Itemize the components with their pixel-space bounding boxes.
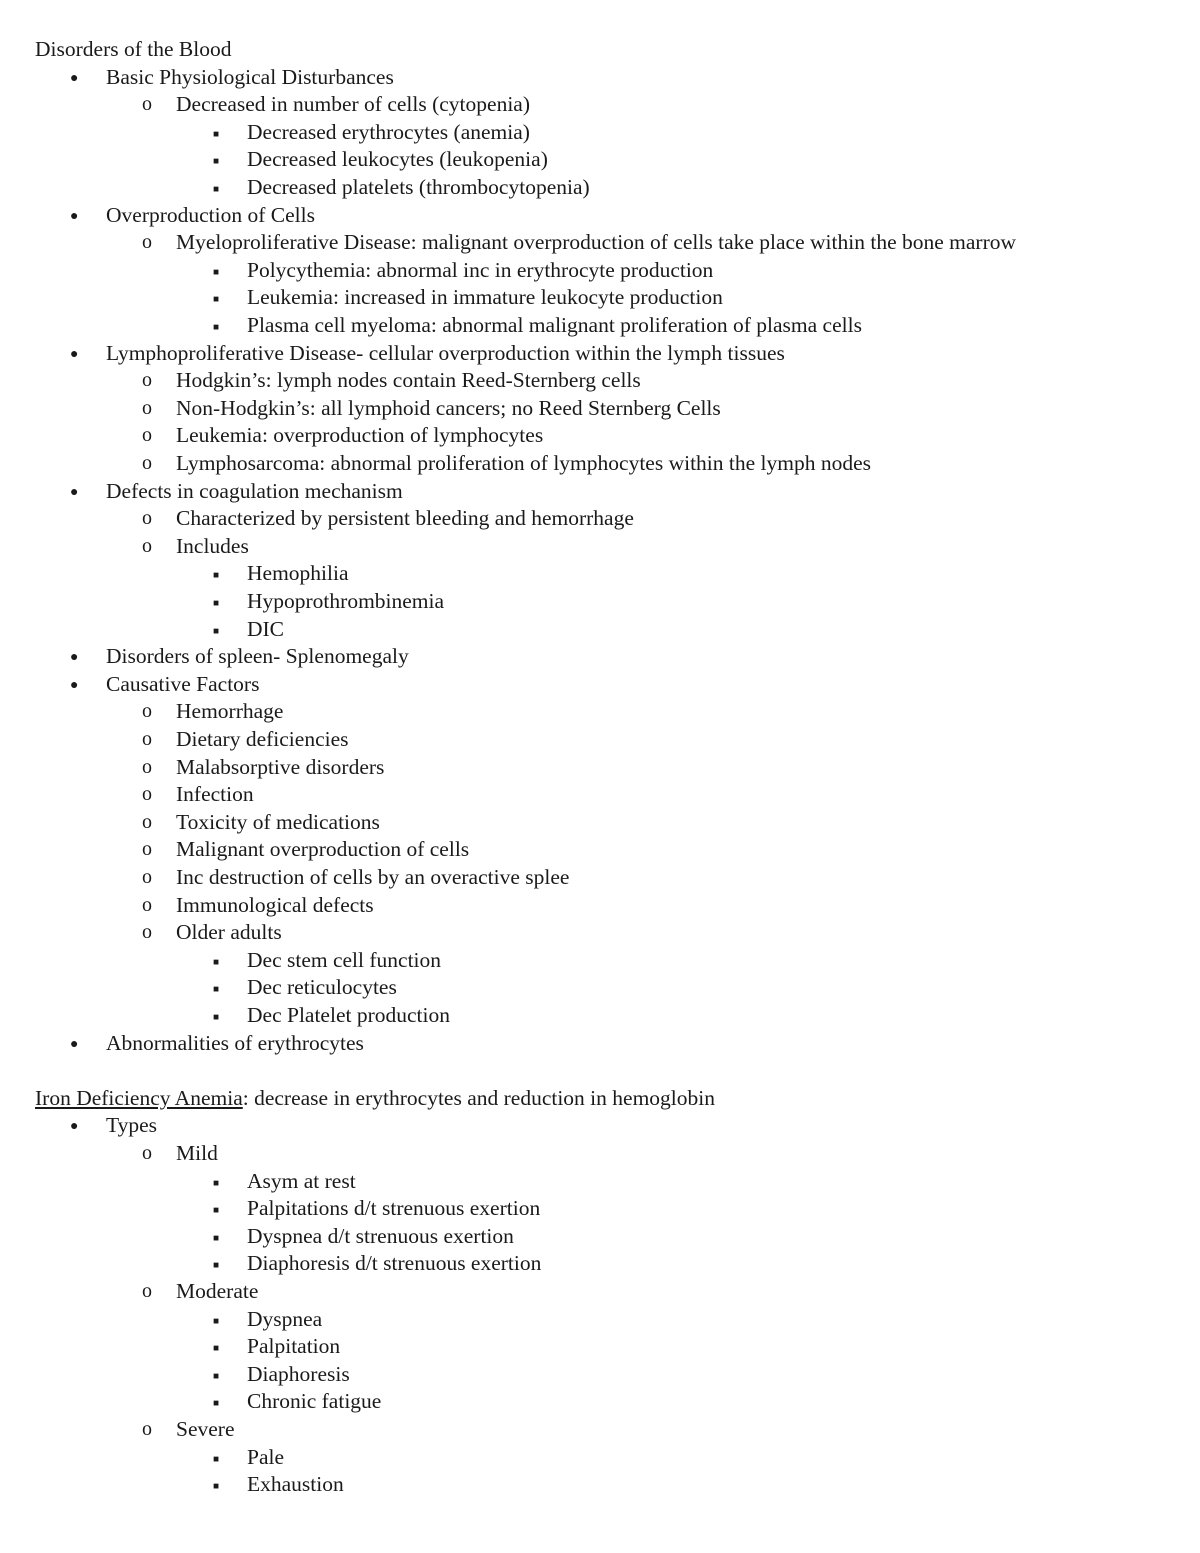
list-item-text: Older adults: [176, 920, 282, 945]
bullet-square-icon: ■: [213, 1370, 220, 1382]
list-item-text: Immunological defects: [176, 892, 374, 917]
list-item-text: Malignant overproduction of cells: [176, 837, 470, 862]
bullet-square-icon: ■: [213, 294, 220, 306]
list-item-text: Chronic fatigue: [247, 1389, 382, 1414]
bullet-disc-icon: ●: [70, 1036, 79, 1052]
list-item-level-3: [0, 1306, 1200, 1332]
bullet-circle-icon: o: [142, 1142, 152, 1164]
bullet-circle-icon: o: [142, 1280, 152, 1302]
list-item-text: Palpitations d/t strenuous exertion: [247, 1196, 541, 1221]
heading-definition: : decrease in erythrocytes and reduction in hemoglobin: [242, 1085, 715, 1110]
list-item-text: Palpitation: [247, 1334, 341, 1359]
list-item-text: Basic Physiological Disturbances: [106, 64, 394, 89]
bullet-square-icon: ■: [213, 184, 220, 195]
list-item-text: Overproduction of Cells: [106, 202, 315, 227]
bullet-square-icon: ■: [213, 156, 220, 168]
list-item-text: Hypoprothrombinemia: [247, 589, 445, 613]
bullet-circle-icon: o: [142, 396, 152, 419]
list-item-level-3: [0, 1444, 1200, 1470]
list-item-level-1: [0, 1112, 1200, 1138]
list-item-text: Plasma cell myeloma: abnormal malignant proliferation of plasma cells: [247, 313, 862, 337]
list-item-level-3: [0, 1168, 1200, 1194]
list-item-level-2: [0, 1416, 1200, 1442]
list-item-text: Causative Factors: [106, 671, 260, 696]
list-item-level-3: [0, 947, 1200, 973]
list-item-text: Types: [106, 1113, 158, 1138]
list-item-text: Leukemia: overproduction of lymphocytes: [176, 423, 544, 448]
bullet-square-icon: ■: [213, 1012, 220, 1023]
list-item-text: Severe: [176, 1417, 235, 1441]
bullet-circle-icon: o: [142, 452, 152, 474]
list-item-text: DIC: [247, 616, 285, 641]
list-item-text: Dec stem cell function: [247, 947, 442, 972]
list-item-text: Decreased platelets (thrombocytopenia): [247, 175, 590, 199]
bullet-disc-icon: ●: [70, 346, 79, 362]
list-item-level-3: [0, 257, 1200, 283]
list-item-level-2: [0, 919, 1200, 945]
bullet-circle-icon: o: [142, 369, 152, 392]
list-item-text: Includes: [176, 533, 249, 558]
list-item-level-3: [0, 616, 1200, 642]
list-item-text: Mild: [176, 1141, 218, 1165]
bullet-disc-icon: ●: [70, 70, 79, 86]
list-item-level-2: [0, 505, 1200, 531]
bullet-square-icon: ■: [213, 984, 220, 996]
list-item-level-3: [0, 174, 1200, 200]
list-item-text: Characterized by persistent bleeding and hemorrhage: [176, 506, 634, 531]
list-item-level-1: [0, 478, 1200, 504]
list-item-text: Dec reticulocytes: [247, 975, 397, 1000]
list-item-level-2: [0, 229, 1200, 255]
list-item-text: Dec Platelet production: [247, 1003, 450, 1027]
list-item-level-3: [0, 146, 1200, 172]
section-heading: [35, 36, 231, 62]
list-item-level-1: [0, 340, 1200, 366]
list-item-text: Lymphosarcoma: abnormal proliferation of lymphocytes within the lymph nodes: [176, 451, 872, 475]
list-item-text: Malabsorptive disorders: [176, 754, 385, 779]
list-item-text: Inc destruction of cells by an overactive splee: [176, 865, 570, 889]
list-item-level-3: [0, 1195, 1200, 1221]
list-item-text: Dyspnea: [247, 1306, 323, 1331]
bullet-circle-icon: o: [142, 700, 152, 723]
list-item-level-3: [0, 119, 1200, 145]
section-heading: [35, 1085, 715, 1111]
list-item-text: Diaphoresis d/t strenuous exertion: [247, 1251, 542, 1276]
list-item-level-2: [0, 864, 1200, 890]
bullet-square-icon: ■: [213, 598, 220, 609]
list-item-level-1: [0, 64, 1200, 90]
bullet-square-icon: ■: [213, 625, 220, 637]
list-item-level-2: [0, 726, 1200, 752]
list-item-text: Diaphoresis: [247, 1361, 350, 1386]
bullet-circle-icon: o: [142, 838, 152, 861]
list-item-level-1: [0, 671, 1200, 697]
bullet-disc-icon: ●: [70, 677, 79, 693]
list-item-level-2: [0, 809, 1200, 835]
list-item-text: Polycythemia: abnormal inc in erythrocyte production: [247, 257, 714, 282]
bullet-square-icon: ■: [213, 1177, 220, 1189]
bullet-square-icon: ■: [213, 1260, 220, 1272]
list-item-level-3: [0, 1388, 1200, 1414]
bullet-square-icon: ■: [213, 1232, 220, 1244]
list-item-level-3: [0, 1361, 1200, 1387]
list-item-text: Decreased in number of cells (cytopenia): [176, 92, 530, 117]
list-item-text: Lymphoproliferative Disease- cellular overproduction within the lymph tissues: [106, 340, 785, 365]
bullet-disc-icon: ●: [70, 650, 79, 666]
bullet-square-icon: ■: [213, 956, 220, 968]
bullet-circle-icon: o: [142, 893, 152, 916]
bullet-square-icon: ■: [213, 1205, 220, 1217]
bullet-circle-icon: o: [142, 1418, 152, 1440]
list-item-level-2: [0, 781, 1200, 807]
list-item-level-3: [0, 560, 1200, 586]
bullet-circle-icon: o: [142, 231, 152, 254]
list-item-text: Pale: [247, 1444, 285, 1469]
list-item-level-3: [0, 1250, 1200, 1276]
bullet-circle-icon: o: [142, 783, 152, 806]
bullet-circle-icon: o: [142, 810, 152, 833]
list-item-level-1: [0, 1030, 1200, 1056]
list-item-text: Moderate: [176, 1279, 259, 1303]
bullet-disc-icon: ●: [70, 1119, 79, 1135]
bullet-square-icon: ■: [213, 570, 220, 582]
bullet-square-icon: ■: [213, 1481, 220, 1493]
bullet-circle-icon: o: [142, 424, 152, 447]
list-item-level-1: [0, 202, 1200, 228]
list-item-text: Hemorrhage: [176, 699, 284, 724]
list-item-text: Abnormalities of erythrocytes: [106, 1030, 364, 1055]
bullet-circle-icon: o: [142, 921, 152, 944]
list-item-text: Infection: [176, 782, 254, 807]
list-item-text: Toxicity of medications: [176, 809, 380, 834]
list-item-text: Disorders of spleen- Splenomegaly: [106, 644, 409, 669]
bullet-square-icon: ■: [213, 1398, 220, 1410]
bullet-circle-icon: o: [142, 728, 152, 750]
bullet-circle-icon: o: [142, 534, 152, 557]
list-item-level-2: [0, 1278, 1200, 1304]
list-item-level-2: [0, 395, 1200, 421]
list-item-text: Defects in coagulation mechanism: [106, 478, 403, 503]
list-item-text: Non-Hodgkin’s: all lymphoid cancers; no Reed Sternberg Cells: [176, 395, 721, 420]
list-item-text: Hemophilia: [247, 561, 349, 586]
list-item-text: Dietary deficiencies: [176, 727, 349, 751]
list-item-level-2: [0, 91, 1200, 117]
list-item-level-2: [0, 892, 1200, 918]
list-item-level-3: [0, 1223, 1200, 1249]
list-item-level-2: [0, 836, 1200, 862]
list-item-level-3: [0, 1002, 1200, 1028]
list-item-level-2: [0, 422, 1200, 448]
list-item-text: Exhaustion: [247, 1472, 344, 1497]
bullet-disc-icon: ●: [70, 484, 79, 500]
bullet-square-icon: ■: [213, 128, 220, 140]
list-item-level-2: [0, 698, 1200, 724]
bullet-circle-icon: o: [142, 93, 152, 116]
list-item-level-3: [0, 974, 1200, 1000]
bullet-square-icon: ■: [213, 266, 220, 278]
list-item-text: Myeloproliferative Disease: malignant overproduction of cells take place within the bone marrow: [176, 230, 1017, 255]
bullet-square-icon: ■: [213, 1453, 220, 1465]
bullet-circle-icon: o: [142, 755, 152, 778]
list-item-level-3: [0, 588, 1200, 614]
bullet-circle-icon: o: [142, 507, 152, 530]
list-item-level-2: [0, 754, 1200, 780]
bullet-square-icon: ■: [213, 322, 220, 333]
list-item-level-2: [0, 1140, 1200, 1166]
bullet-square-icon: ■: [213, 1343, 220, 1355]
list-item-text: Dyspnea d/t strenuous exertion: [247, 1223, 514, 1248]
list-item-level-2: [0, 533, 1200, 559]
list-item-text: Leukemia: increased in immature leukocyte production: [247, 285, 723, 310]
list-item-text: Decreased leukocytes (leukopenia): [247, 147, 548, 172]
list-item-level-2: [0, 450, 1200, 476]
bullet-disc-icon: ●: [70, 208, 79, 224]
list-item-level-3: [0, 312, 1200, 338]
heading-text: Disorders of the Blood: [35, 37, 232, 61]
bullet-square-icon: ■: [213, 1315, 220, 1327]
bullet-circle-icon: o: [142, 866, 152, 888]
list-item-text: Decreased erythrocytes (anemia): [247, 119, 530, 144]
list-item-level-3: [0, 1471, 1200, 1497]
list-item-level-1: [0, 643, 1200, 669]
list-item-level-2: [0, 367, 1200, 393]
list-item-text: Asym at rest: [247, 1168, 356, 1193]
list-item-text: Hodgkin’s: lymph nodes contain Reed-Sternberg cells: [176, 368, 641, 393]
heading-underlined-term: Iron Deficiency Anemia: [35, 1085, 243, 1110]
list-item-level-3: [0, 1333, 1200, 1359]
list-item-level-3: [0, 284, 1200, 310]
